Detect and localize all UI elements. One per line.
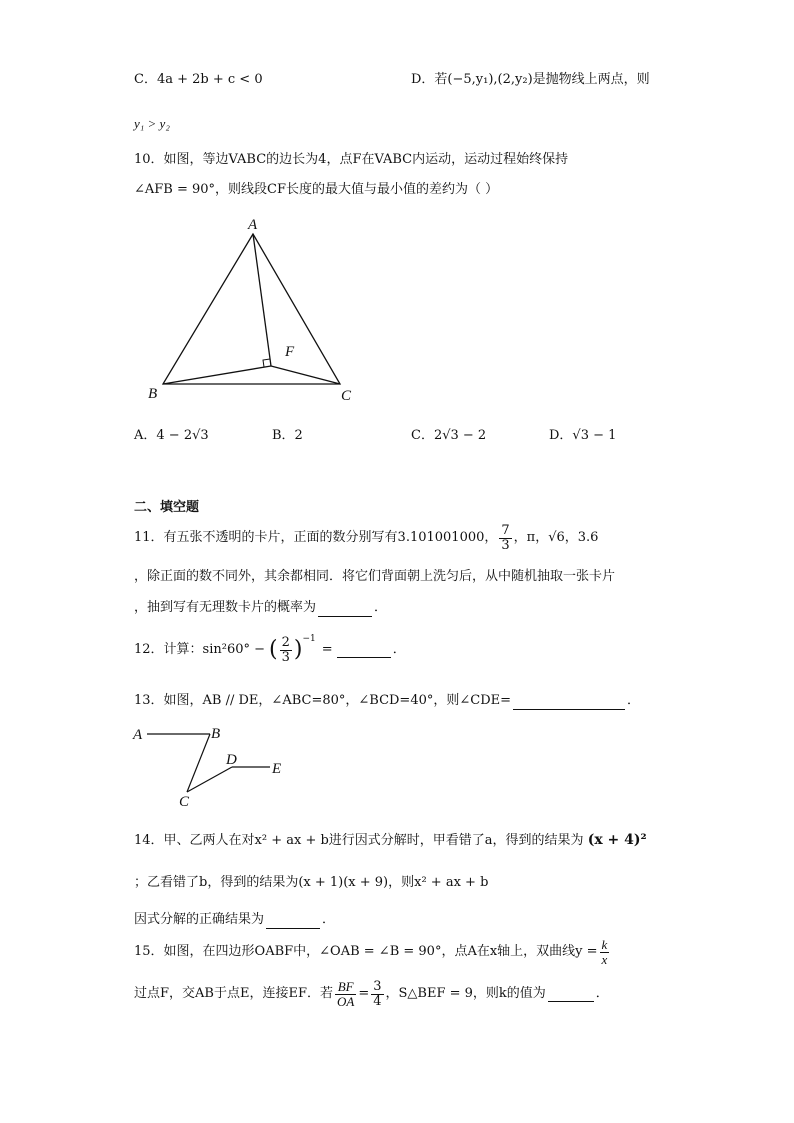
q9-option-d: D．若(−5,y₁),(2,y₂)是抛物线上两点，则 <box>411 72 650 87</box>
q12-frac-den: 3 <box>281 649 290 665</box>
triangle-abc <box>163 234 340 384</box>
segment-cd <box>187 767 232 792</box>
section-title: 二、填空题 <box>134 500 200 515</box>
q9-option-c: C．4a + 2b + c < 0 <box>134 72 263 87</box>
q11-frac-den: 3 <box>501 537 510 553</box>
right-paren: ) <box>293 636 303 662</box>
q11-line3-text: ，抽到写有无理数卡片的概率为 <box>134 600 317 615</box>
q12-end: ． <box>392 642 406 658</box>
q10-option-b: B．2 <box>272 428 303 443</box>
q9-option-d-continued: y₁ > y₂ <box>134 116 170 131</box>
segment-bc <box>187 734 210 792</box>
q12-frac-num: 2 <box>281 635 290 650</box>
q10-option-a: A．4 − 2√3 <box>134 428 209 443</box>
q14-line1 <box>134 832 647 849</box>
q10-triangle-figure <box>140 212 400 412</box>
q13-end: ． <box>627 693 641 708</box>
answer-blank[interactable] <box>513 693 625 710</box>
q11-line3-end: ． <box>374 600 388 615</box>
label-b: B <box>148 386 158 402</box>
q15-line1-prefix: 15．如图，在四边形OABF中，∠OAB = ∠B = 90°，点A在x轴上，双曲线y = <box>134 944 598 960</box>
q15-frac2-den: OA <box>336 993 355 1009</box>
q11-line1-prefix: 11．有五张不透明的卡片，正面的数分别写有3.101001000， <box>134 530 498 546</box>
q15-fraction-3-over-4 <box>371 980 383 1008</box>
q14-result-a: (x + 4)² <box>587 832 647 848</box>
q11-line1 <box>134 524 598 552</box>
q13-figure <box>130 722 310 812</box>
q11-line3 <box>134 600 387 617</box>
q14-line3-end: ． <box>322 912 336 927</box>
q15-line2 <box>134 980 609 1008</box>
q11-line2: ，除正面的数不同外，其余都相同．将它们背面朝上洗匀后，从中随机抽取一张卡片 <box>134 569 616 584</box>
q14-line1-text: 14．甲、乙两人在对x² + ax + b进行因式分解时，甲看错了a，得到的结果为 <box>134 833 584 848</box>
segment-bf <box>163 366 271 384</box>
q15-frac3-num: 3 <box>373 979 382 994</box>
q11-line1-suffix: ，π，√6，3.6 <box>513 530 599 546</box>
label-b: B <box>211 726 221 742</box>
q13-text: 13．如图，AB // DE，∠ABC=80°，∠BCD=40°，则∠CDE= <box>134 693 512 708</box>
q12-line <box>134 636 406 664</box>
q14-line3 <box>134 912 335 929</box>
q11-fraction <box>499 524 511 552</box>
label-a: A <box>248 217 258 233</box>
q10-stem-line2: ∠AFB = 90°，则线段CF长度的最大值与最小值的差约为（ ） <box>134 182 499 197</box>
q12-prefix: 12．计算：sin²60° − <box>134 642 266 658</box>
q15-equals: = <box>358 986 370 1002</box>
q14-line3-text: 因式分解的正确结果为 <box>134 912 265 927</box>
q12-exponent: −1 <box>302 634 316 644</box>
answer-blank[interactable] <box>548 986 594 1003</box>
q15-line2-suffix: ，S△BEF = 9，则k的值为 <box>385 986 546 1002</box>
q14-line2: ；乙看错了b，得到的结果为(x + 1)(x + 9)，则x² + ax + b <box>134 875 489 890</box>
label-e: E <box>272 761 282 777</box>
q15-fraction-bf-over-oa <box>335 980 356 1008</box>
q15-frac2-num: BF <box>335 980 356 995</box>
label-c: C <box>179 794 190 810</box>
q15-line2-end: ． <box>595 986 609 1002</box>
segment-af <box>253 234 271 366</box>
q12-fraction <box>280 636 292 664</box>
q12-equals: = <box>321 642 333 658</box>
answer-blank[interactable] <box>318 600 372 617</box>
q15-frac3-den: 4 <box>373 993 382 1009</box>
q11-frac-num: 7 <box>501 523 510 538</box>
q15-frac-den: x <box>601 951 608 967</box>
q13-line <box>134 693 640 710</box>
label-c: C <box>341 388 352 404</box>
q15-frac-num: k <box>601 937 608 952</box>
segment-cf <box>271 366 340 384</box>
q10-option-c: C．2√3 − 2 <box>411 428 487 443</box>
q15-fraction-k-over-x <box>600 938 610 966</box>
label-d: D <box>226 752 237 768</box>
answer-blank[interactable] <box>337 642 391 659</box>
q10-option-d: D．√3 − 1 <box>549 428 617 443</box>
label-f: F <box>285 344 295 360</box>
label-a: A <box>133 727 143 743</box>
answer-blank[interactable] <box>266 912 320 929</box>
q10-stem-line1: 10．如图，等边VABC的边长为4，点F在VABC内运动，运动过程始终保持 <box>134 152 569 167</box>
q15-line1 <box>134 938 611 966</box>
left-paren: ( <box>269 636 278 662</box>
q15-line2-prefix: 过点F，交AB于点E，连接EF．若 <box>134 986 333 1002</box>
